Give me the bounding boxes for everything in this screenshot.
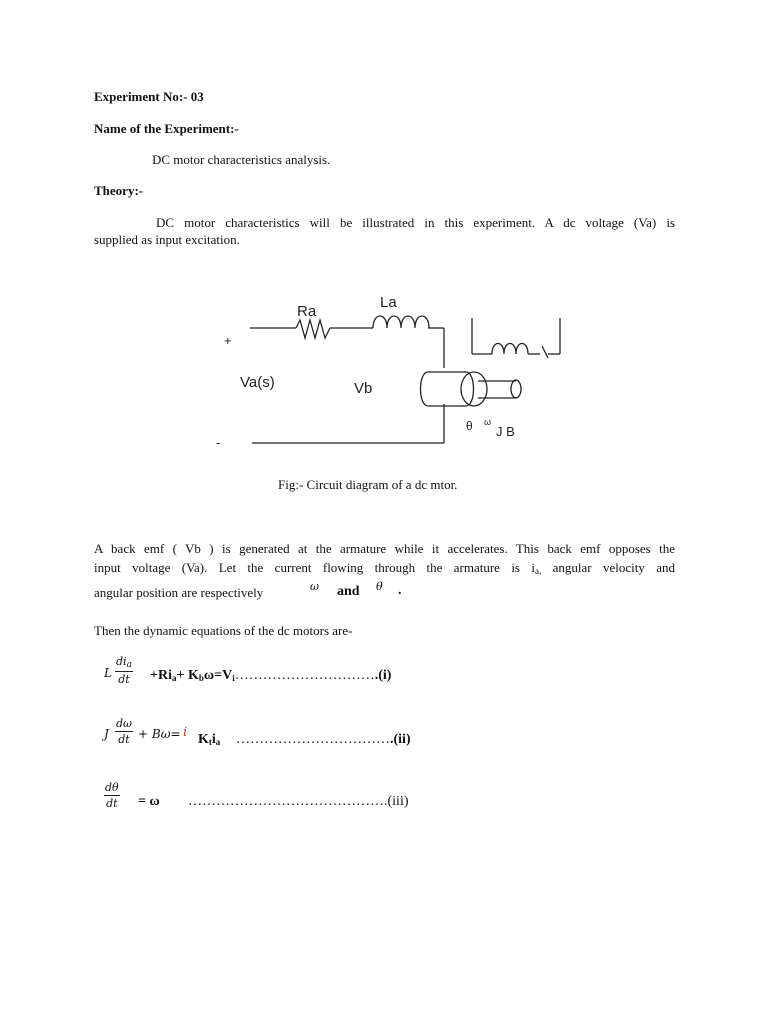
eq2-dots: …………………………….(ii) bbox=[236, 732, 411, 747]
eq2-red-i: i bbox=[183, 725, 188, 740]
figure-caption: Fig:- Circuit diagram of a dc mtor. bbox=[278, 477, 458, 492]
shaft-end bbox=[511, 380, 521, 398]
field-tick bbox=[542, 346, 548, 358]
eq2-fraction: $\frac{d\omega}{dt}$ bbox=[116, 717, 133, 746]
label-vb: Vb bbox=[354, 380, 373, 397]
label-vas: Va(s) bbox=[240, 374, 275, 391]
experiment-name-value: DC motor characteristics analysis. bbox=[152, 152, 331, 167]
paragraph-line-1: A back emf ( Vb ) is generated at the armature while it accelerates. This back emf opposes the bbox=[94, 541, 675, 556]
eq3-rhs: = ω bbox=[138, 794, 160, 809]
label-plus: + bbox=[224, 333, 232, 348]
resistor-ra bbox=[296, 320, 330, 338]
eq3-dots: …………………………………….(iii) bbox=[188, 794, 409, 809]
label-theta: θ bbox=[466, 419, 473, 433]
eq2-mid: + Bω= bbox=[138, 727, 181, 741]
experiment-name-heading: Name of the Experiment:- bbox=[94, 121, 239, 136]
eq2-rhs: $K_ti_a$ bbox=[198, 732, 221, 747]
sentence-period: . bbox=[398, 583, 402, 598]
label-jb: J B bbox=[496, 424, 515, 439]
label-ra: Ra bbox=[297, 303, 317, 320]
theta-symbol: θ bbox=[376, 580, 383, 593]
eq1-fraction: $di_a$ dt bbox=[116, 655, 132, 686]
eq1-coef: L bbox=[104, 666, 112, 680]
theory-line-1: DC motor characteristics will be illustrated in this experiment. A dc voltage (Va) is bbox=[156, 215, 675, 230]
circuit-diagram bbox=[0, 0, 768, 470]
armature-body bbox=[421, 372, 474, 406]
theory-heading: Theory:- bbox=[94, 183, 144, 198]
theory-line-2: supplied as input excitation. bbox=[94, 232, 240, 247]
inductor-la bbox=[373, 316, 429, 328]
and-word: and bbox=[337, 584, 360, 599]
eq1-rhs: $+Ri_a+$ $K_b\omega=V_i\dots\dots\dots\dots\dots\dots\dots\dots\dots\dots.(i)$ bbox=[150, 668, 392, 683]
omega-symbol: ω bbox=[310, 580, 319, 593]
eq2-coef: J bbox=[104, 727, 109, 741]
experiment-number: Experiment No:- 03 bbox=[94, 89, 204, 104]
paragraph-line-3: angular position are respectively bbox=[94, 585, 264, 600]
field-coil bbox=[492, 344, 528, 355]
paragraph-line-2: input voltage (Va). Let the current flowing through the armature is $i_{a,}$ angular velocity and bbox=[94, 560, 675, 576]
eq3-fraction: $\frac{d\theta}{dt}$ bbox=[105, 781, 119, 810]
label-la: La bbox=[380, 294, 397, 311]
motor-shaft bbox=[478, 381, 516, 398]
dynamic-intro: Then the dynamic equations of the dc motors are- bbox=[94, 623, 353, 638]
label-minus: - bbox=[216, 435, 221, 450]
label-omega: ω bbox=[484, 417, 492, 427]
